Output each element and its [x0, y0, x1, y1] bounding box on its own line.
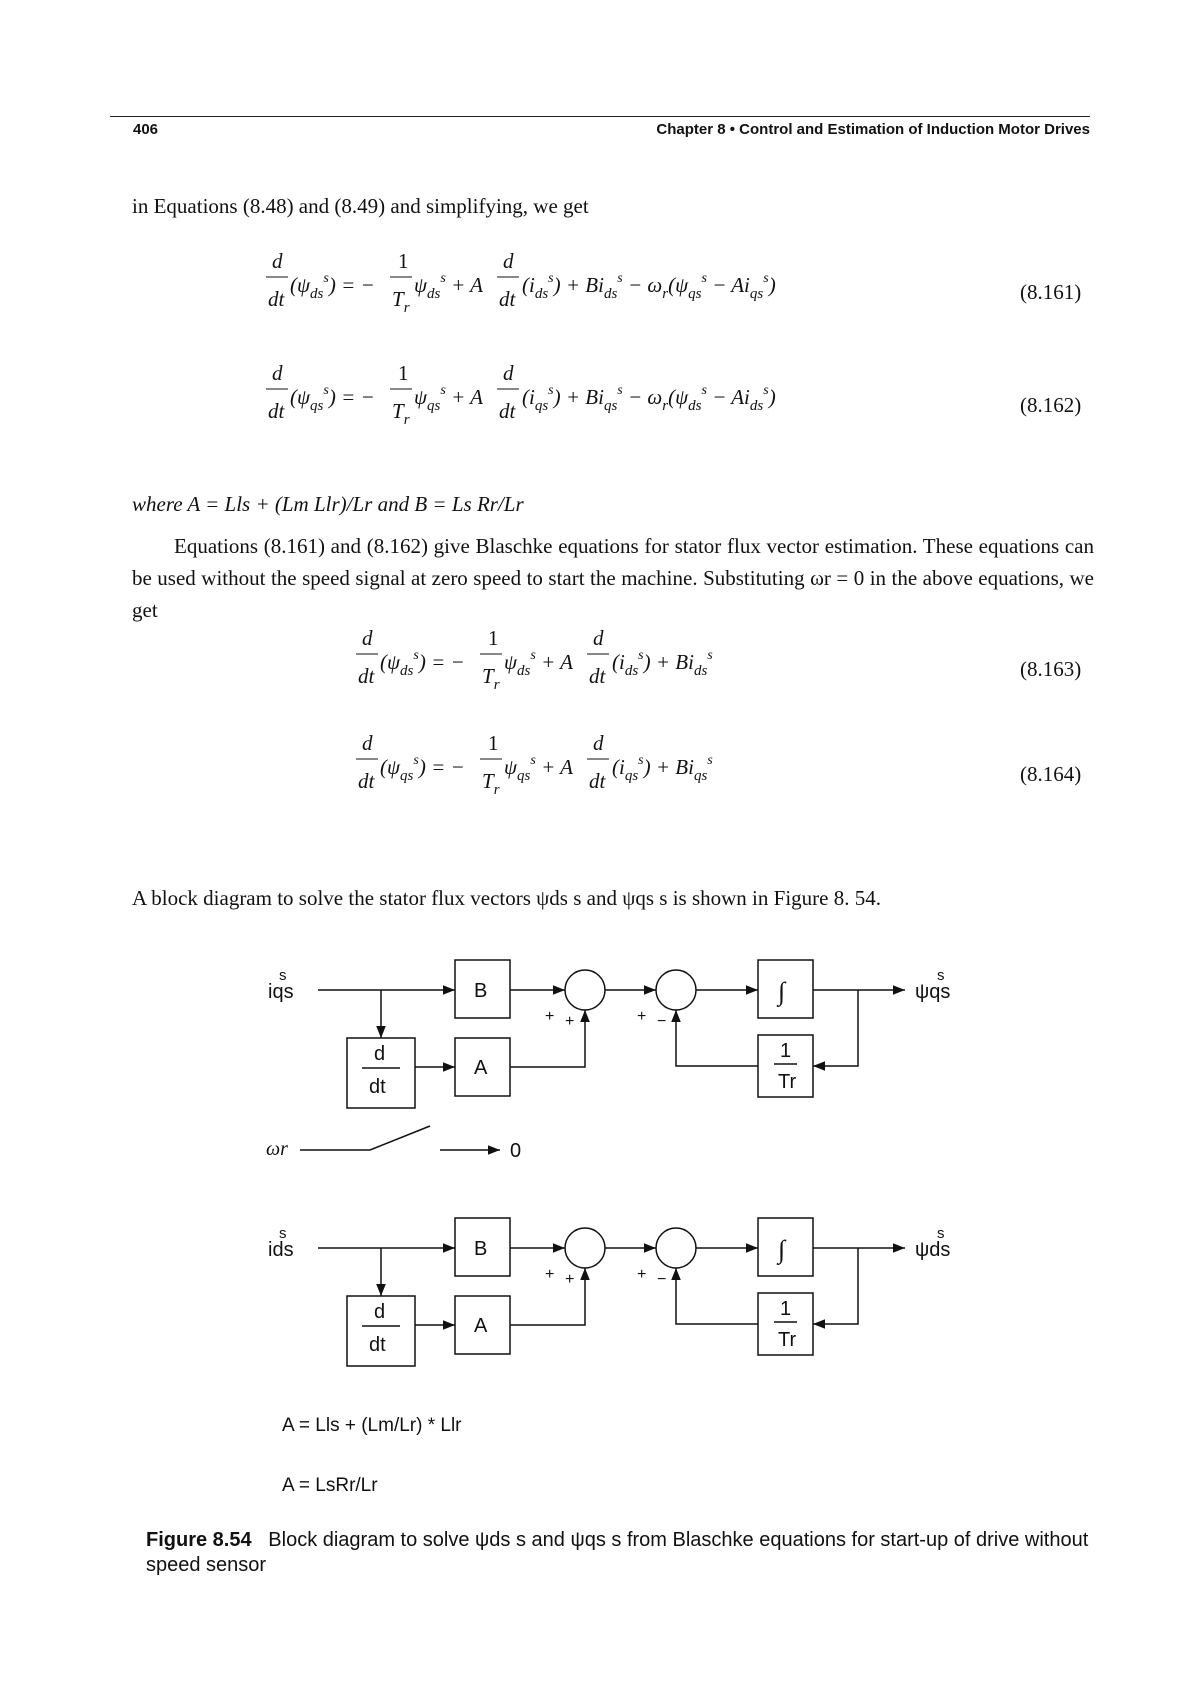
svg-text:Tr: Tr [778, 1329, 797, 1351]
svg-text:dt: dt [589, 664, 606, 688]
block-diagram [0, 940, 1190, 1500]
svg-text:s: s [937, 1225, 945, 1242]
svg-text:(idss) + Bidss: $(i_{ds}^s) + Bi_{ds}^s$ [612, 648, 713, 679]
svg-text:(ψdss) = −: $(\psi_{ds}^s)$ = − [290, 271, 375, 302]
svg-text:d: d [593, 731, 604, 755]
svg-text:−: − [657, 1013, 667, 1030]
svg-text:dt: dt [369, 1334, 386, 1356]
svg-text:d: d [374, 1043, 386, 1065]
page-number: 406 [133, 121, 159, 138]
svg-text:B: B [474, 1238, 488, 1260]
svg-text:(iqss) + Biqss: $(i_{qs}^s) + Bi_{qs}^s$ [612, 753, 713, 784]
input-q-label: iqs [268, 981, 294, 1003]
svg-text:dt: dt [499, 287, 516, 311]
svg-text:d: d [374, 1301, 386, 1323]
figure-caption-text: Block diagram to solve ψds s and ψqs s from Blaschke equations for start-up of drive without speed sensor [146, 1529, 1089, 1576]
d-axis-loop [268, 1218, 950, 1366]
sum-junction-1-q [565, 970, 605, 1010]
integrator-q [758, 960, 813, 1018]
svg-text:d: d [272, 249, 283, 273]
svg-text:+: + [545, 1008, 555, 1025]
input-q-sup: s [279, 967, 287, 984]
svg-text:s: s [937, 967, 945, 984]
svg-text:+: + [565, 1271, 575, 1288]
svg-text:A: A [474, 1315, 488, 1337]
sum-junction-2-d [656, 1228, 696, 1268]
svg-text:ψdss + A: $\psi_{ds}^s + A$ [504, 648, 573, 679]
block-diagram-intro: A block diagram to solve the stator flux vectors ψds s and ψqs s is shown in Figure 8. 54. [132, 886, 881, 910]
where-line: where A = Lls + (Lm Llr)/Lr and B = Ls Rr/Lr [132, 492, 524, 516]
svg-text:d: d [272, 361, 283, 385]
svg-text:ψqss + A: $\psi_{qs}^s + A$ [414, 383, 483, 414]
input-d-label: ids [268, 1239, 294, 1261]
output-q-label: ψqs [915, 981, 951, 1003]
eq-number-8-162: (8.162) [1020, 393, 1082, 417]
svg-text:1: 1 [780, 1040, 792, 1062]
svg-text:d: d [362, 626, 373, 650]
speed-switch [266, 1126, 521, 1162]
svg-text:1: 1 [488, 626, 499, 650]
running-title: Chapter 8 • Control and Estimation of Induction Motor Drives [656, 121, 1090, 138]
svg-text:Tr: $T_r$ [392, 287, 410, 316]
formula-B: A = LsRr/Lr [282, 1475, 378, 1496]
svg-text:(ψqss) = −: $(\psi_{qs}^s)$ = − [290, 383, 375, 414]
svg-text:(idss) + Bidss − ωr(ψqss − Aiq: $(i_{ds}^s) + Bi_{ds}^s - \omega_r(\psi_{qs}^s - Ai_{qs}^s)$ [522, 271, 776, 302]
svg-text:ψqss + A: $\psi_{qs}^s + A$ [504, 753, 573, 784]
svg-text:0: 0 [510, 1140, 522, 1162]
figure-caption [146, 1528, 1096, 1578]
sum-junction-1-d [565, 1228, 605, 1268]
svg-text:∫: ∫ [778, 977, 786, 1006]
svg-text:1: 1 [488, 731, 499, 755]
svg-text:dt: dt [369, 1076, 386, 1098]
svg-text:d: d [593, 626, 604, 650]
svg-text:d: d [503, 249, 514, 273]
svg-text:Tr: Tr [778, 1071, 797, 1093]
figure-label: Figure 8.54 [146, 1529, 252, 1551]
svg-text:d: d [362, 731, 373, 755]
equations-block [0, 240, 1190, 800]
output-d-label: ψds [915, 1239, 951, 1261]
intro-line: in Equations (8.48) and (8.49) and simplifying, we get [132, 194, 589, 218]
equation-8-161 [266, 249, 776, 316]
svg-text:dt: dt [358, 664, 375, 688]
svg-text:ωr: ωr [266, 1138, 288, 1160]
svg-text:+: + [545, 1266, 555, 1283]
svg-text:(ψqss) = −: $(\psi_{qs}^s)$ = − [380, 753, 465, 784]
svg-text:A: A [474, 1057, 488, 1079]
eq-number-8-163: (8.163) [1020, 657, 1082, 681]
svg-text:(ψdss) = −: $(\psi_{ds}^s)$ = − [380, 648, 465, 679]
equation-8-164 [356, 731, 713, 798]
q-axis-loop [268, 960, 950, 1108]
body-paragraph: Equations (8.161) and (8.162) give Blaschke equations for stator flux vector estimation. These equations can be used without the speed signal at zero speed to start the machine. Substituting ωr = 0 in the above equations, we get [132, 534, 1094, 622]
svg-text:dt: dt [268, 287, 285, 311]
equation-8-162 [266, 361, 776, 428]
svg-text:−: − [657, 1271, 667, 1288]
integrator-d [758, 1218, 813, 1276]
svg-text:1: 1 [398, 361, 409, 385]
svg-text:1: 1 [398, 249, 409, 273]
svg-text:1: 1 [780, 1298, 792, 1320]
eq-number-8-164: (8.164) [1020, 762, 1082, 786]
svg-text:d: d [503, 361, 514, 385]
svg-text:+: + [637, 1266, 647, 1283]
equation-8-163 [356, 626, 713, 693]
svg-text:Tr: $T_r$ [392, 399, 410, 428]
svg-text:B: B [474, 980, 488, 1002]
svg-text:dt: dt [499, 399, 516, 423]
svg-text:(iqss) + Biqss − ωr(ψdss − Aid: $(i_{qs}^s) + Bi_{qs}^s - \omega_r(\psi_{ds}^s - Ai_{ds}^s)$ [522, 383, 776, 414]
svg-text:∫: ∫ [778, 1235, 786, 1264]
svg-text:s: s [279, 1225, 287, 1242]
formula-A: A = Lls + (Lm/Lr) * Llr [282, 1415, 462, 1436]
svg-text:dt: dt [358, 769, 375, 793]
svg-text:Tr: $T_r$ [482, 664, 500, 693]
sum-junction-2-q [656, 970, 696, 1010]
header-rule [110, 116, 1090, 117]
svg-text:dt: dt [268, 399, 285, 423]
svg-text:+: + [565, 1013, 575, 1030]
svg-text:dt: dt [589, 769, 606, 793]
svg-text:ψdss + A: $\psi_{ds}^s + A$ [414, 271, 483, 302]
svg-text:Tr: $T_r$ [482, 769, 500, 798]
svg-text:+: + [637, 1008, 647, 1025]
eq-number-8-161: (8.161) [1020, 280, 1082, 304]
